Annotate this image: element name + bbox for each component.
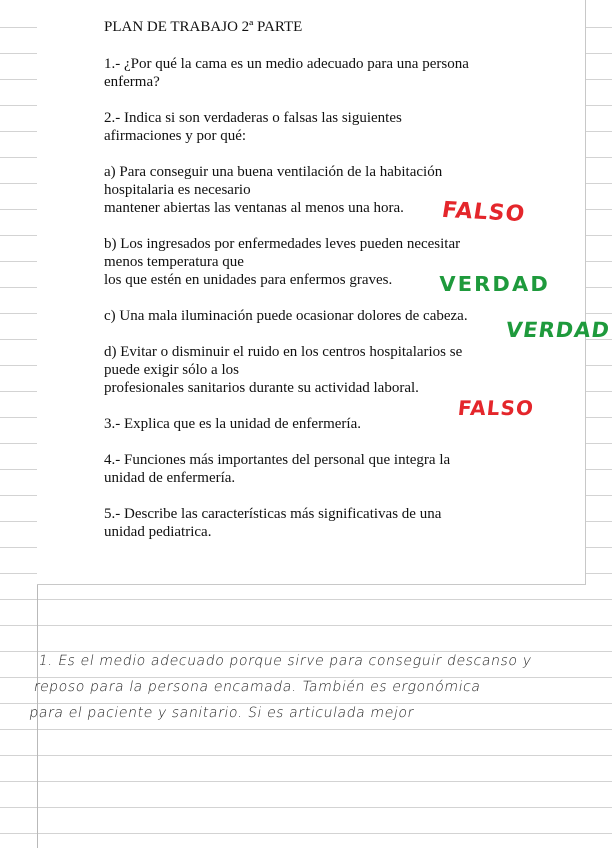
question-5-line: 5.- Describe las características más significativas de una [104,506,442,522]
statement-d-line: d) Evitar o disminuir el ruido en los centros hospitalarios se [104,344,463,360]
handwritten-line: reposo para la persona encamada. También es ergonómica [32,679,483,695]
answer-d-false: FALSO [456,396,536,420]
question-2-line: afirmaciones y por qué: [104,128,247,144]
statement-b-line: los que estén en unidades para enfermos graves. [104,272,393,288]
handwritten-line: para el paciente y sanitario. Si es articulada mejor [28,705,416,721]
statement-d-line: profesionales sanitarios durante su actividad laboral. [104,380,419,396]
statement-d [104,343,524,397]
question-1-line: 1.- ¿Por qué la cama es un medio adecuado para una persona [104,56,469,72]
question-5 [104,505,524,541]
question-4-line: unidad de enfermería. [104,470,236,486]
question-5-line: unidad pediatrica. [104,524,212,540]
question-3-line: 3.- Explica que es la unidad de enfermería. [104,416,361,432]
statement-a-line: mantener abiertas las ventanas al menos una hora. [104,200,404,216]
handwritten-line: 1. Es el medio adecuado porque sirve para conseguir descanso y [37,653,533,669]
question-1 [104,55,524,91]
question-2 [104,109,524,145]
statement-a-line: hospitalaria es necesario [104,182,251,198]
question-4-line: 4.- Funciones más importantes del personal que integra la [104,452,451,468]
question-2-line: 2.- Indica si son verdaderas o falsas las siguientes [104,110,402,126]
question-4 [104,451,524,487]
statement-c [104,307,524,325]
question-1-line: enferma? [104,74,160,90]
answer-a-false: FALSO [440,197,528,228]
statement-b-line: b) Los ingresados por enfermedades leves pueden necesitar [104,236,461,252]
statement-c-line: c) Una mala iluminación puede ocasionar dolores de cabeza. [104,308,468,324]
answer-c-true: VERDAD [504,318,612,342]
statement-d-line: puede exigir sólo a los [104,362,239,378]
answer-b-true: VERDAD [439,272,550,296]
statement-b-line: menos temperatura que [104,254,244,270]
worksheet-title: PLAN DE TRABAJO 2ª PARTE [104,19,303,35]
statement-a-line: a) Para conseguir una buena ventilación de la habitación [104,164,443,180]
handwritten-answer [27,648,601,726]
